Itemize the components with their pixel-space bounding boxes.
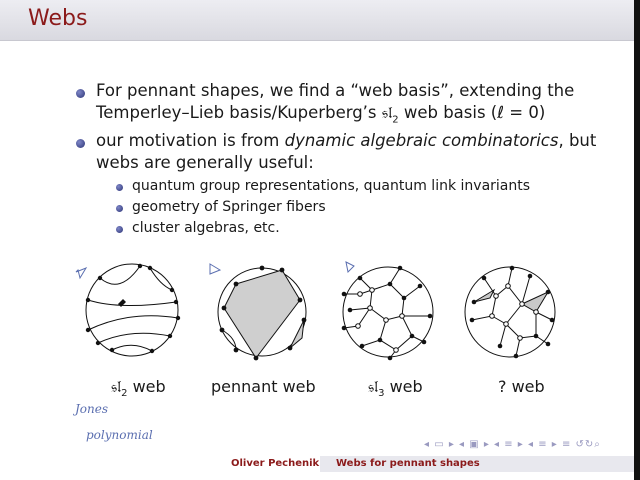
window-edge: [634, 0, 640, 480]
sl2-web-diagram: [76, 264, 180, 356]
handwritten-note-line-1: Jones: [75, 402, 109, 416]
bullet-icon: [76, 89, 85, 98]
sub-bullet-icon: [116, 184, 123, 191]
bullet-2-line-1: our motivation is from dynamic algebraic combinatorics, but: [96, 131, 597, 150]
sub-bullet-icon: [116, 205, 123, 212]
sub-bullet-icon: [116, 226, 123, 233]
sl3-web-diagram: [342, 262, 433, 360]
bullet-1-line-2: Temperley–Lieb basis/Kuperberg’s 𝔰𝔩$_2$ web basis (ℓ = 0): [96, 103, 546, 126]
footer-author: Oliver Pechenik: [231, 458, 320, 469]
caption-pennant-web: pennant web: [211, 377, 316, 396]
unknown-web-diagram: [465, 266, 555, 359]
slide-title: Webs: [28, 6, 88, 31]
slide-title-bar: [0, 0, 640, 41]
handwritten-note-line-2: polynomial: [86, 428, 153, 442]
pennant-web-diagram: [210, 264, 306, 360]
bullet-icon: [76, 139, 85, 148]
web-diagrams: [0, 250, 640, 370]
sub-bullet-1: quantum group representations, quantum link invariants: [132, 178, 531, 194]
beamer-navigation-controls[interactable]: ◂ ▭ ▸ ◂ ▣ ▸ ◂ ≡ ▸ ◂ ≡ ▸ ≡ ↺↻⌕: [424, 439, 601, 450]
footer-talk-title: Webs for pennant shapes: [336, 458, 480, 469]
bullet-2-line-2: webs are generally useful:: [96, 153, 314, 172]
sub-bullet-3: cluster algebras, etc.: [132, 220, 280, 236]
sub-bullet-2: geometry of Springer fibers: [132, 199, 326, 215]
caption-unknown-web: ? web: [498, 377, 545, 396]
caption-sl3-web: 𝔰𝔩$_3$ web: [368, 377, 423, 400]
bullet-1-line-1: For pennant shapes, we find a “web basis”, extending the: [96, 81, 575, 100]
caption-sl2-web: 𝔰𝔩$_2$ web: [111, 377, 166, 400]
